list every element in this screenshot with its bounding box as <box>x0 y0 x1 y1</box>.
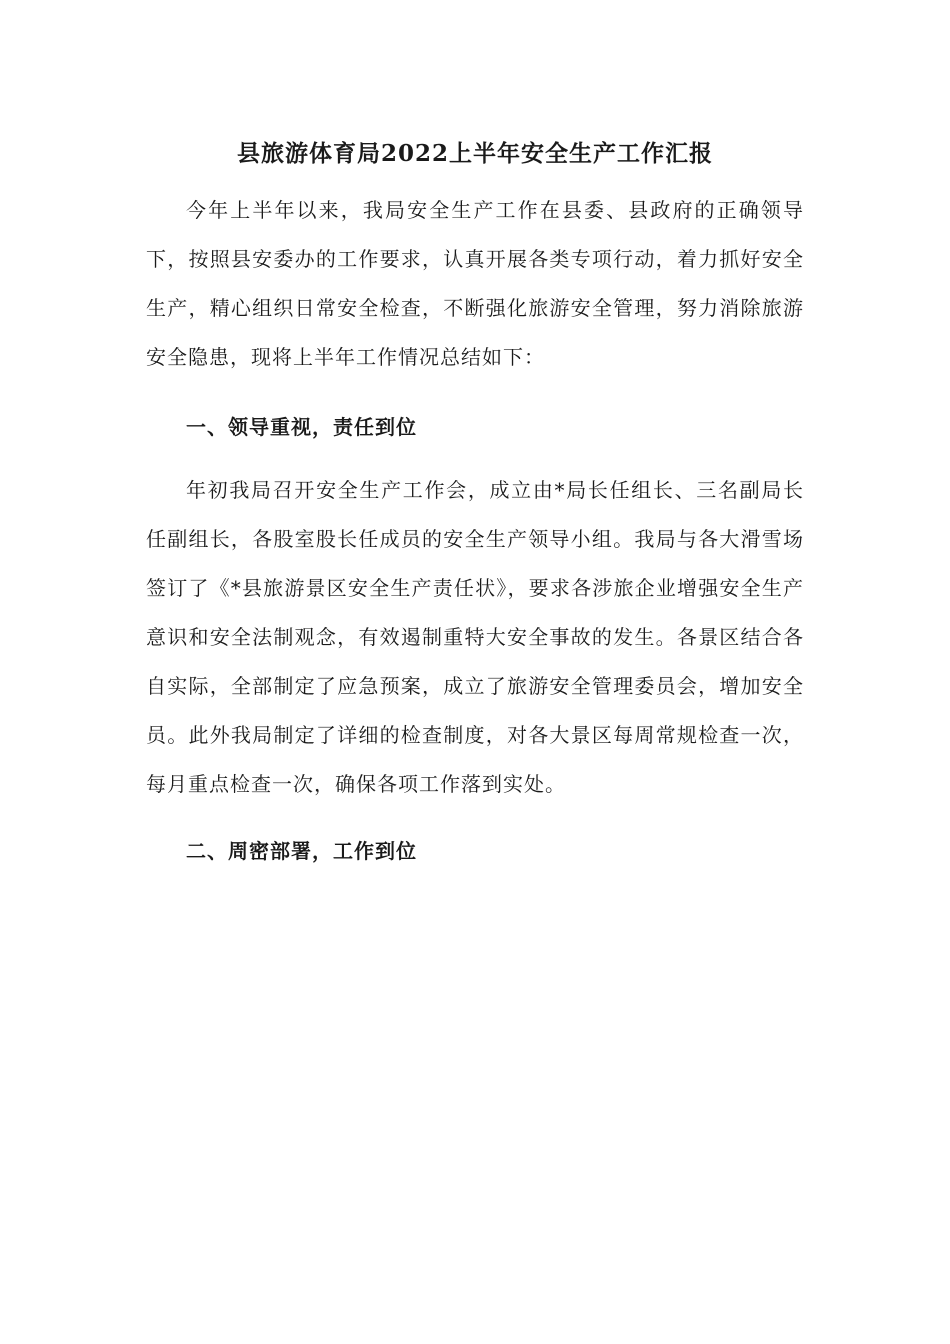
intro-paragraph: 今年上半年以来，我局安全生产工作在县委、县政府的正确领导下，按照县安委办的工作要求，认真开展各类专项行动，着力抓好安全生产，精心组织日常安全检查，不断强化旅游安全管理，努力消除旅游安全隐患，现将上半年工作情况总结如下： <box>146 198 804 369</box>
section-2-heading: 二、周密部署，工作到位 <box>186 839 417 863</box>
section-1-paragraph: 年初我局召开安全生产工作会，成立由*局长任组长、三名副局长任副组长，各股室股长任成员的安全生产领导小组。我局与各大滑雪场签订了《*县旅游景区安全生产责任状》，要求各涉旅企业增强安全生产意识和安全法制观念，有效遏制重特大安全事故的发生。各景区结合各自实际，全部制定了应急预案，成立了旅游安全管理委员会，增加安全员。此外我局制定了详细的检查制度，对各大景区每周常规检查一次，每月重点检查一次，确保各项工作落到实处。 <box>146 478 804 796</box>
document-title: 县旅游体育局2022上半年安全生产工作汇报 <box>236 140 713 167</box>
section-1-heading: 一、领导重视，责任到位 <box>186 415 417 439</box>
